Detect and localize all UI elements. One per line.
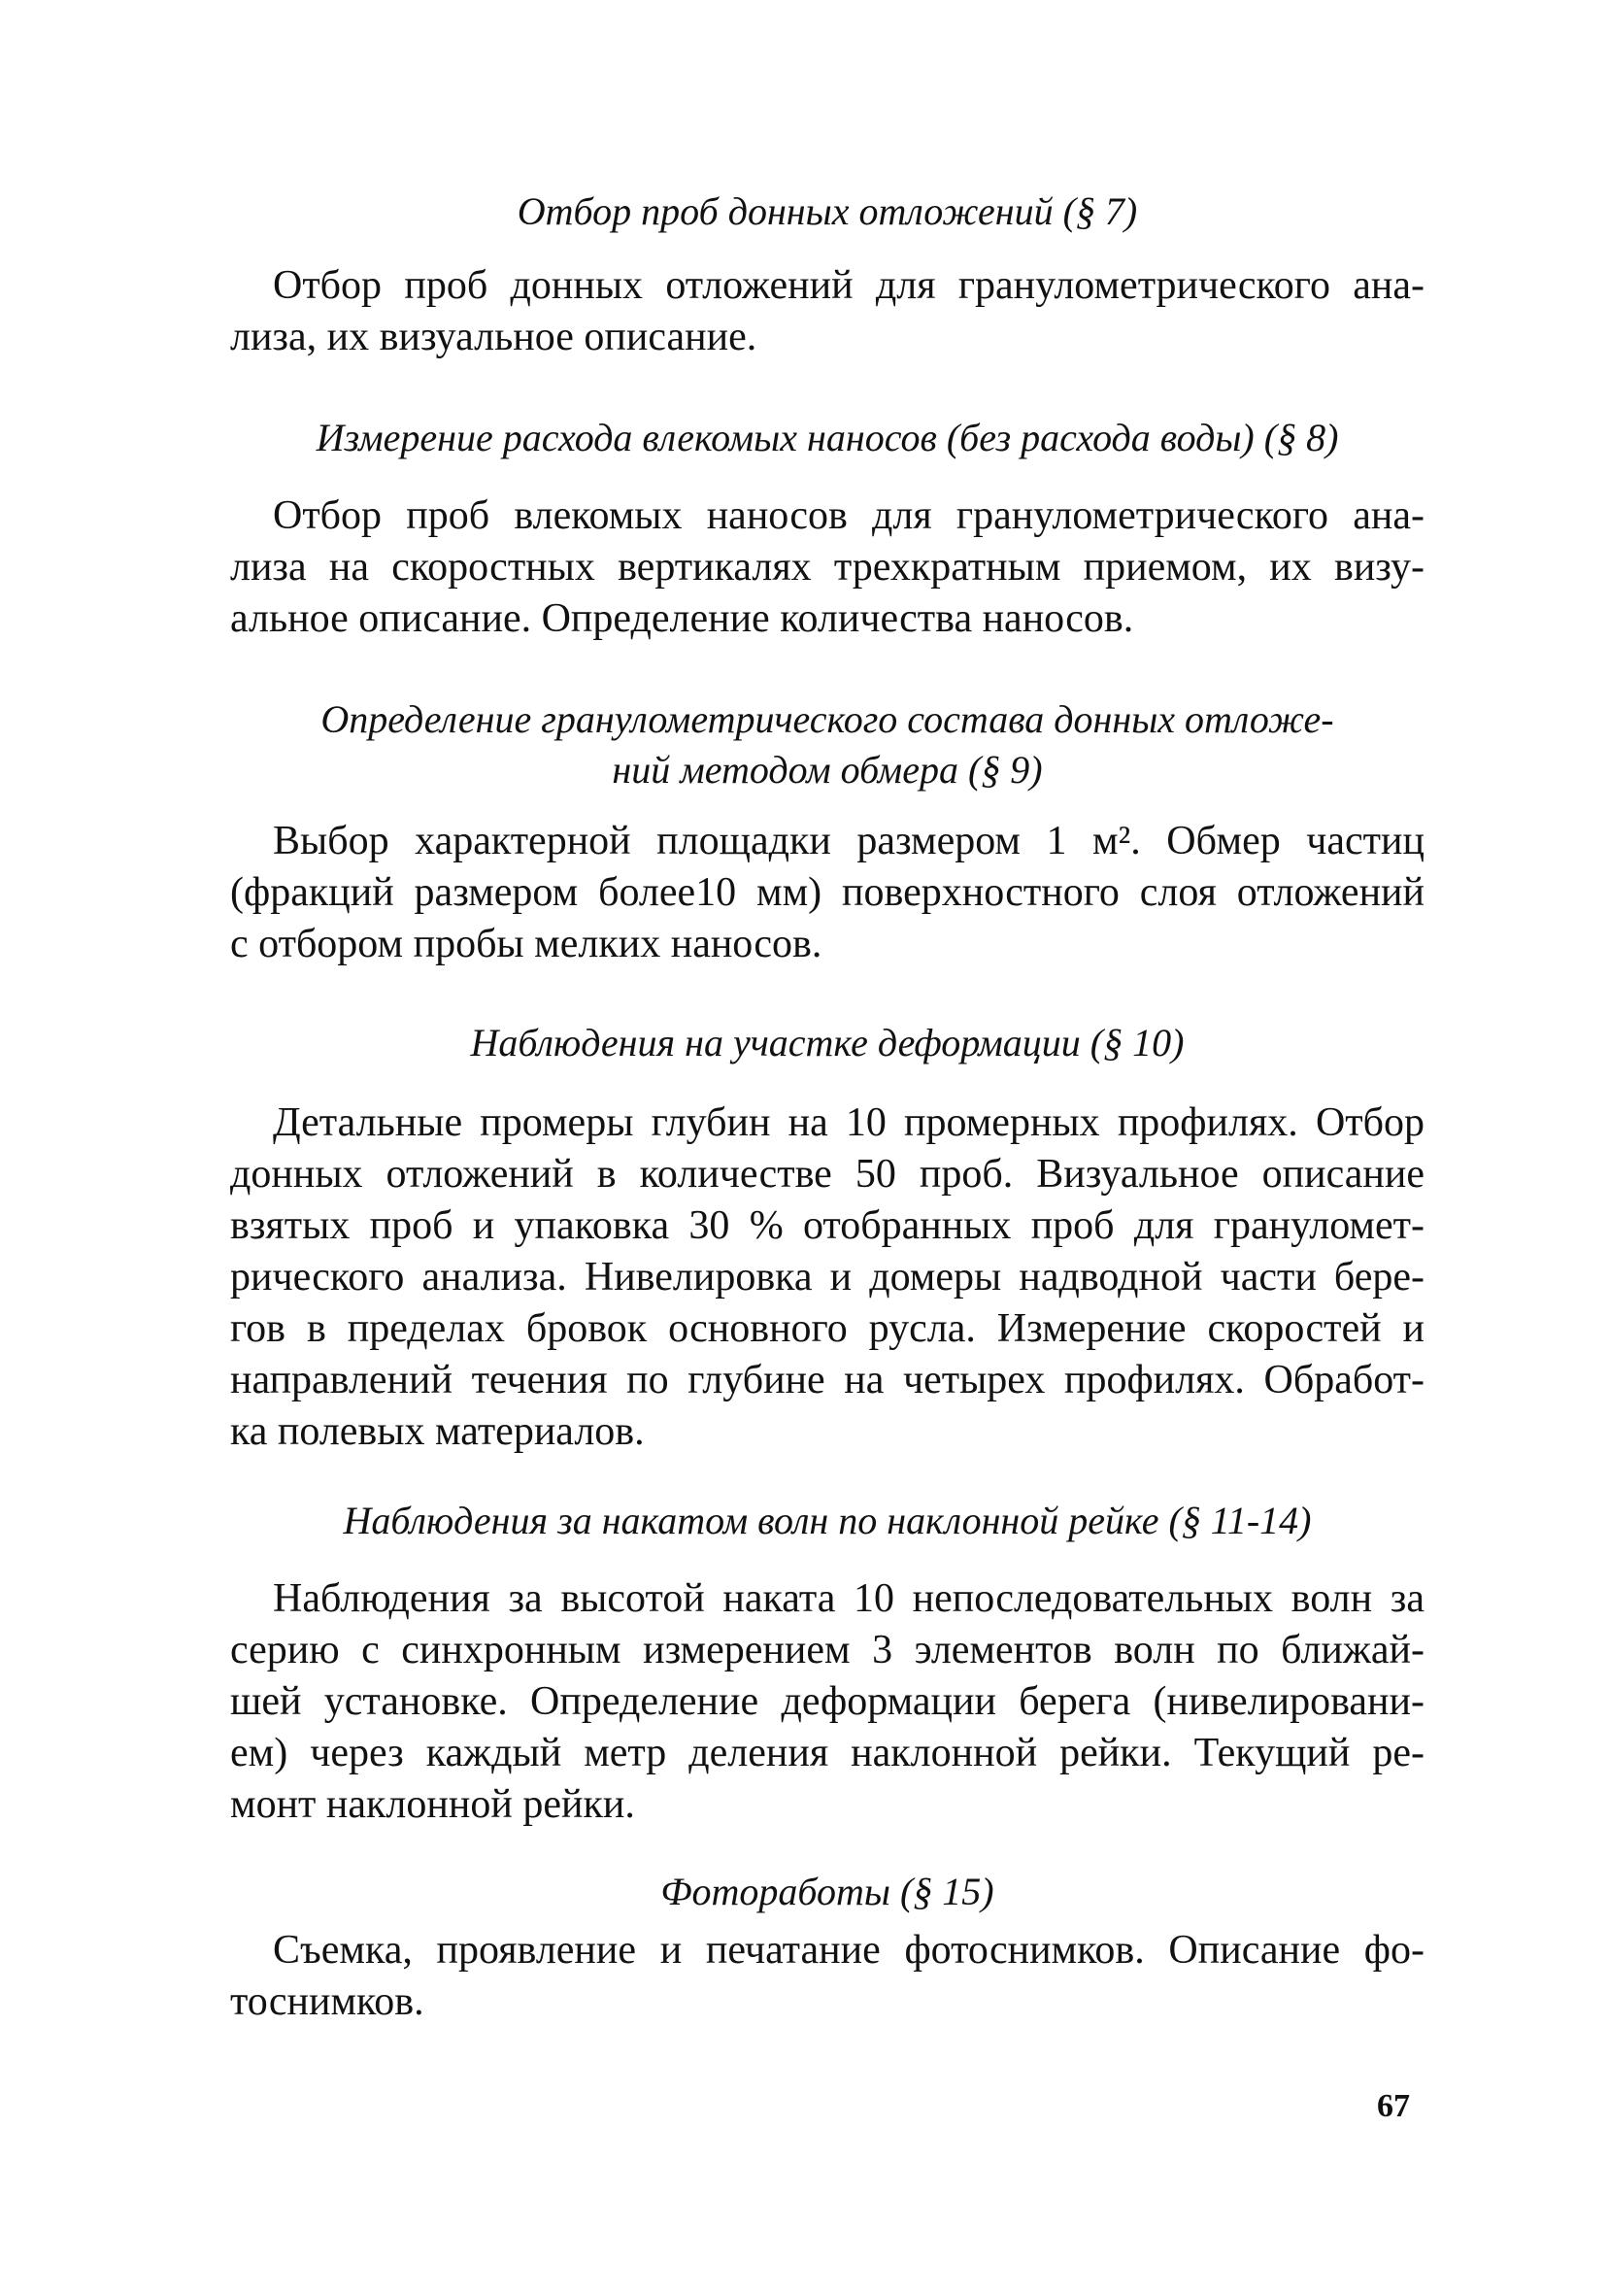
heading-line: ний методом обмера (§ 9) [612, 748, 1043, 792]
body-line: донных отложений в количестве 50 проб. Визуальное описание [230, 1152, 1425, 1197]
body-line: (фракций размером более10 мм) поверхностного слоя отложений [230, 870, 1425, 915]
body-line: Выбор характерной площадки размером 1 м². Обмер частиц [273, 819, 1425, 863]
section-heading-8 [230, 413, 1425, 463]
body-line: лиза на скоростных вертикалях трехкратным приемом, их визу- [230, 545, 1425, 590]
heading-line: Измерение расхода влекомых наносов (без расхода воды) (§ 8) [316, 416, 1339, 459]
body-line: Отбор проб влекомых наносов для гранулометрического ана- [273, 493, 1425, 538]
section-body-11-14 [230, 1573, 1425, 1831]
body-line: Детальные промеры глубин на 10 промерных профилях. Отбор [273, 1100, 1425, 1145]
section-body-7 [230, 260, 1425, 363]
page-number: 67 [1377, 2088, 1410, 2124]
body-line: ем) через каждый метр деления наклонной рейки. Текущий ре- [230, 1731, 1425, 1775]
heading-line: Отбор проб донных отложений (§ 7) [517, 189, 1138, 233]
body-line: Съемка, проявление и печатание фотоснимков. Описание фо- [273, 1928, 1425, 1973]
body-line: ка полевых материалов. [230, 1409, 645, 1454]
body-line: лиза, их визуальное описание. [230, 315, 757, 359]
section-body-8 [230, 490, 1425, 645]
body-line: Отбор проб донных отложений для гранулометрического ана- [273, 263, 1425, 308]
heading-line: Наблюдения за накатом волн по наклонной рейке (§ 11-14) [343, 1499, 1312, 1542]
section-heading-11-14 [230, 1496, 1425, 1546]
section-body-10 [230, 1097, 1425, 1458]
section-body-9 [230, 816, 1425, 970]
body-line: Наблюдения за высотой наката 10 непоследовательных волн за [273, 1576, 1425, 1621]
body-line: серию с синхронным измерением 3 элементов волн по ближай- [230, 1628, 1425, 1672]
body-line: гов в пределах бровок основного русла. Измерение скоростей и [230, 1306, 1425, 1351]
section-heading-7 [230, 186, 1425, 237]
heading-line: Определение гранулометрического состава донных отложе- [320, 697, 1334, 741]
body-line: альное описание. Определение количества наносов. [230, 596, 1134, 641]
body-line: рического анализа. Нивелировка и домеры надводной части бере- [230, 1255, 1425, 1300]
section-heading-10 [230, 1018, 1425, 1068]
body-line: монт наклонной рейки. [230, 1782, 635, 1827]
body-line: взятых проб и упаковка 30 % отобранных проб для грануломет- [230, 1203, 1425, 1248]
section-body-15 [230, 1925, 1425, 2028]
body-line: направлений течения по глубине на четырех профилях. Обработ- [230, 1358, 1425, 1402]
section-heading-9 [230, 694, 1425, 795]
body-line: с отбором пробы мелких наносов. [230, 922, 822, 966]
body-line: шей установке. Определение деформации берега (нивелировани- [230, 1679, 1425, 1724]
heading-line: Фотоработы (§ 15) [660, 1870, 994, 1913]
body-line: тоснимков. [230, 1979, 424, 2024]
section-heading-15 [230, 1867, 1425, 1917]
heading-line: Наблюдения на участке деформации (§ 10) [470, 1021, 1185, 1064]
